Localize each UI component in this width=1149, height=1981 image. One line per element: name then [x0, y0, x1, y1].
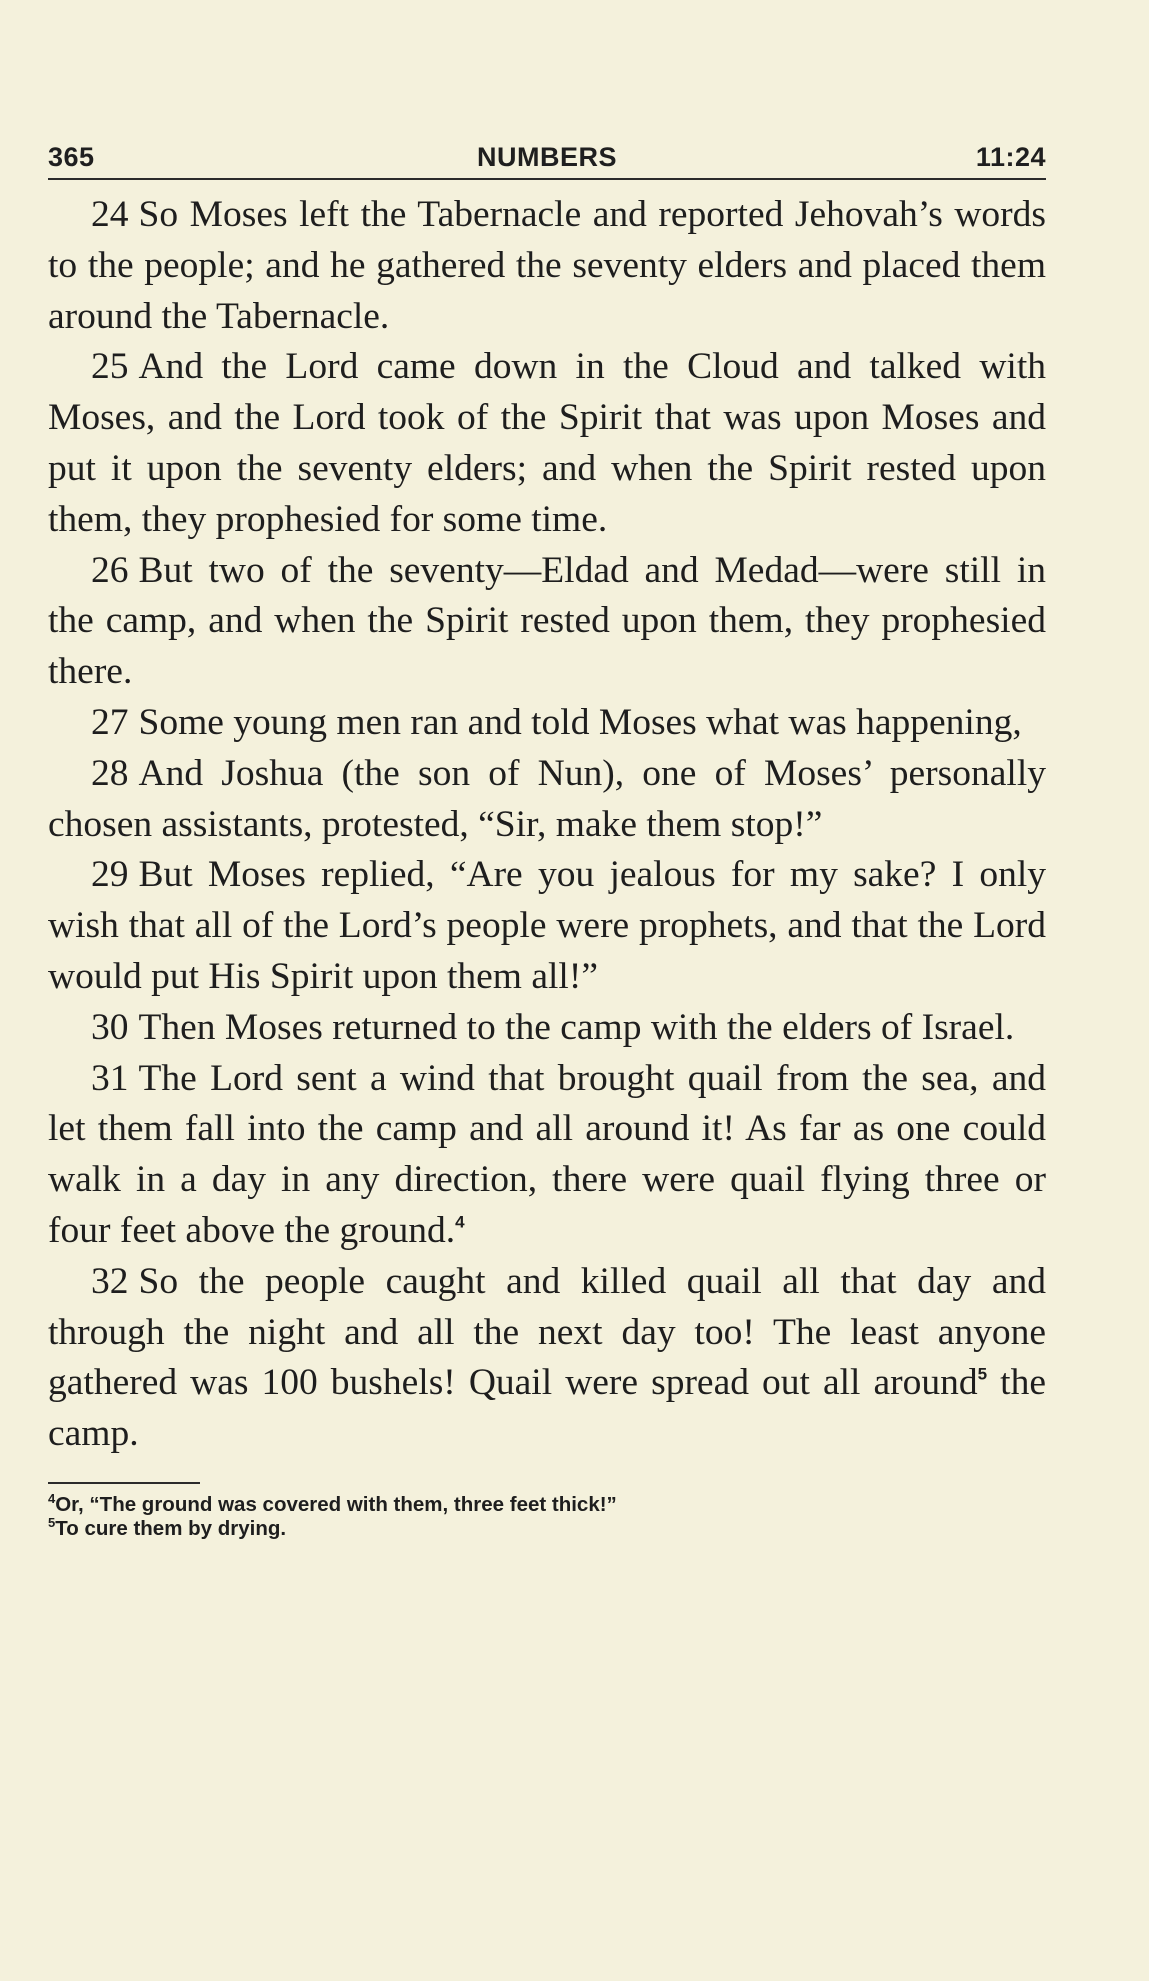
footnote-marker: 4 [455, 1212, 465, 1232]
footnotes [48, 1493, 1046, 1541]
verse-24 [48, 190, 1046, 342]
footnote-divider [48, 1482, 200, 1484]
verse-text: So Moses left the Tabernacle and reported Jehovah’s words to the people; and he gathered the seventy elders and placed them around the Tabernacle. [48, 194, 1046, 337]
verse-number: 25 [91, 346, 129, 388]
verse-number: 28 [91, 752, 129, 794]
footnote-4 [48, 1493, 1046, 1517]
footnote-text: Or, “The ground was covered with them, three feet thick!” [55, 1492, 617, 1516]
footnote-number: 4 [48, 1491, 56, 1507]
verse-28 [48, 749, 1046, 851]
footnote-5 [48, 1517, 1046, 1541]
verse-29 [48, 850, 1046, 1002]
verse-text: So the people caught and killed quail all that day and through the night and all the next day too! The least anyone gathered was 100 bushels! Quail were spread out all around [48, 1260, 1046, 1404]
verse-number: 26 [91, 549, 129, 591]
verse-number: 31 [91, 1057, 129, 1099]
verse-number: 30 [91, 1006, 129, 1048]
verse-text: Some young men ran and told Moses what was happening, [138, 701, 1022, 743]
verse-number: 29 [91, 854, 129, 896]
verse-number: 24 [91, 194, 129, 235]
verse-text: And Joshua (the son of Nun), one of Moses’ personally chosen assistants, protested, “Sir, make them stop!” [48, 752, 1046, 845]
verse-30 [48, 1003, 1046, 1054]
verse-number: 27 [91, 701, 129, 743]
verse-27 [48, 698, 1046, 749]
scripture-text [48, 190, 1046, 1460]
verse-text: Then Moses returned to the camp with the elders of Israel. [138, 1006, 1015, 1048]
footnote-number: 5 [48, 1515, 56, 1531]
verse-text: And the Lord came down in the Cloud and talked with Moses, and the Lord took of the Spirit that was upon Moses and put it upon the seventy elders; and when the Spirit rested upon them, they prophesied for some time. [48, 346, 1046, 540]
chapter-verse-reference: 11:24 [975, 142, 1046, 172]
page-number: 365 [48, 142, 95, 172]
verse-text-continued: the camp. [48, 1362, 1046, 1455]
book-page [48, 140, 1046, 1541]
verse-26 [48, 546, 1046, 698]
footnote-text: To cure them by drying. [55, 1516, 287, 1540]
footnote-marker: 5 [977, 1364, 988, 1384]
verse-number: 32 [91, 1260, 129, 1302]
verse-text: But two of the seventy—Eldad and Medad—were still in the camp, and when the Spirit rested upon them, they prophesied there. [48, 549, 1046, 693]
verse-25 [48, 342, 1046, 545]
verse-text: But Moses replied, “Are you jealous for my sake? I only wish that all of the Lord’s people were prophets, and that the Lord would put His Spirit upon them all!” [48, 854, 1046, 997]
running-header [48, 140, 1046, 180]
book-title: NUMBERS [476, 142, 617, 172]
verse-32 [48, 1257, 1046, 1460]
verse-31 [48, 1054, 1046, 1257]
verse-text: The Lord sent a wind that brought quail from the sea, and let them fall into the camp and all around it! As far as one could walk in a day in any direction, there were quail flying three or four feet above the ground. [48, 1057, 1046, 1251]
